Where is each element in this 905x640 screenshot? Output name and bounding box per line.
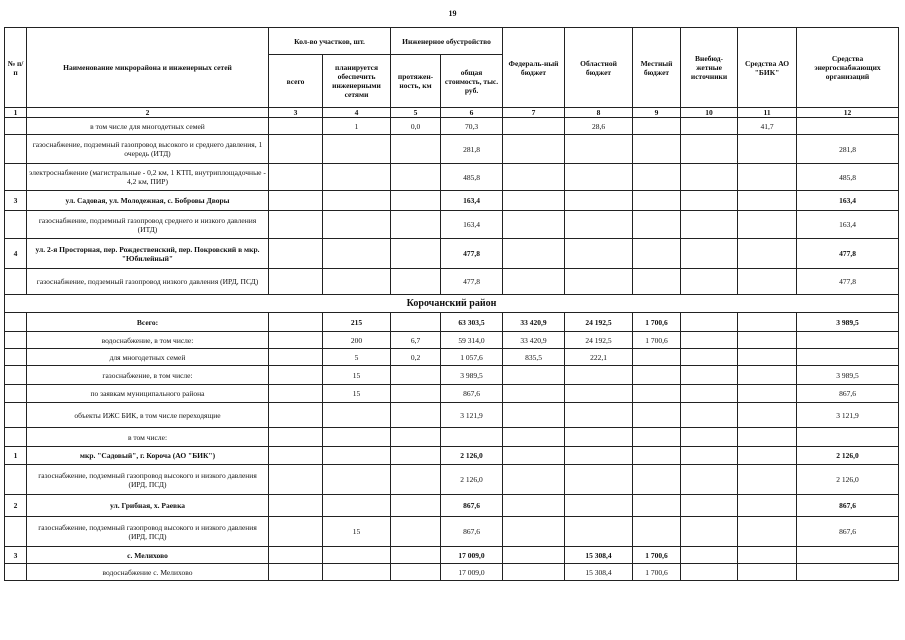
infra-cost-cell: 163,4 (441, 191, 503, 211)
infra-length-cell (391, 164, 441, 191)
infra-length-cell (391, 135, 441, 164)
infra-length-cell: 0,2 (391, 349, 441, 366)
regional-budget-cell (565, 385, 633, 403)
row-number-cell (5, 313, 27, 332)
table-body-after (5, 313, 899, 581)
plots-planned-cell: 1 (323, 118, 391, 135)
federal-budget-cell (503, 385, 565, 403)
regional-budget-cell (565, 495, 633, 517)
bik-funds-cell (738, 403, 797, 428)
bik-funds-cell (738, 191, 797, 211)
header-infra-group: Инженерное обустройство (391, 28, 503, 55)
column-number: 3 (269, 108, 323, 118)
row-name-cell: водоснабжение с. Мелихово (27, 564, 269, 581)
regional-budget-cell: 28,6 (565, 118, 633, 135)
local-budget-cell (633, 465, 681, 495)
bik-funds-cell (738, 269, 797, 295)
row-name-cell: ул. Грибная, х. Раевка (27, 495, 269, 517)
local-budget-cell (633, 366, 681, 385)
local-budget-cell (633, 428, 681, 447)
plots-total-cell (269, 135, 323, 164)
row-number-cell (5, 385, 27, 403)
plots-planned-cell (323, 164, 391, 191)
column-number: 7 (503, 108, 565, 118)
infra-cost-cell: 281,8 (441, 135, 503, 164)
federal-budget-cell (503, 366, 565, 385)
plots-planned-cell (323, 447, 391, 465)
infra-length-cell (391, 465, 441, 495)
offbudget-cell (681, 164, 738, 191)
bik-funds-cell (738, 447, 797, 465)
energy-funds-cell: 163,4 (797, 191, 899, 211)
plots-total-cell (269, 385, 323, 403)
plots-total-cell (269, 239, 323, 269)
plots-total-cell (269, 564, 323, 581)
plots-planned-cell (323, 465, 391, 495)
plots-total-cell (269, 211, 323, 239)
offbudget-cell (681, 239, 738, 269)
federal-budget-cell (503, 135, 565, 164)
infra-cost-cell (441, 428, 503, 447)
bik-funds-cell (738, 465, 797, 495)
regional-budget-cell (565, 211, 633, 239)
offbudget-cell (681, 135, 738, 164)
bik-funds-cell (738, 164, 797, 191)
local-budget-cell (633, 135, 681, 164)
bik-funds-cell (738, 366, 797, 385)
regional-budget-cell (565, 517, 633, 547)
energy-funds-cell: 867,6 (797, 495, 899, 517)
offbudget-cell (681, 313, 738, 332)
column-number: 11 (738, 108, 797, 118)
federal-budget-cell (503, 211, 565, 239)
header-local: Местный бюджет (633, 28, 681, 108)
row-name-cell: по заявкам муниципального района (27, 385, 269, 403)
infra-cost-cell: 477,8 (441, 269, 503, 295)
energy-funds-cell (797, 564, 899, 581)
federal-budget-cell (503, 118, 565, 135)
offbudget-cell (681, 564, 738, 581)
row-name-cell: газоснабжение, подземный газопровод высокого и низкого давления (ИРД, ПСД) (27, 517, 269, 547)
plots-total-cell (269, 349, 323, 366)
row-number-cell (5, 465, 27, 495)
header-name: Наименование микрорайона и инженерных сетей (27, 28, 269, 108)
offbudget-cell (681, 403, 738, 428)
federal-budget-cell (503, 191, 565, 211)
plots-planned-cell (323, 191, 391, 211)
table-row (5, 447, 899, 465)
energy-funds-cell: 867,6 (797, 385, 899, 403)
table-row (5, 428, 899, 447)
regional-budget-cell (565, 191, 633, 211)
offbudget-cell (681, 547, 738, 564)
local-budget-cell: 1 700,6 (633, 332, 681, 349)
energy-funds-cell: 281,8 (797, 135, 899, 164)
header-plots-total: всего (269, 55, 323, 108)
energy-funds-cell: 2 126,0 (797, 447, 899, 465)
plots-planned-cell (323, 269, 391, 295)
row-number-cell: 3 (5, 191, 27, 211)
infra-length-cell (391, 403, 441, 428)
column-number: 5 (391, 108, 441, 118)
regional-budget-cell (565, 366, 633, 385)
plots-total-cell (269, 118, 323, 135)
offbudget-cell (681, 495, 738, 517)
energy-funds-cell: 3 121,9 (797, 403, 899, 428)
plots-total-cell (269, 366, 323, 385)
federal-budget-cell (503, 428, 565, 447)
plots-total-cell (269, 428, 323, 447)
regional-budget-cell (565, 164, 633, 191)
row-number-cell: 2 (5, 495, 27, 517)
plots-total-cell (269, 495, 323, 517)
row-number-cell (5, 517, 27, 547)
local-budget-cell (633, 349, 681, 366)
federal-budget-cell (503, 239, 565, 269)
infra-cost-cell: 485,8 (441, 164, 503, 191)
table-row (5, 465, 899, 495)
plots-planned-cell: 5 (323, 349, 391, 366)
offbudget-cell (681, 517, 738, 547)
plots-planned-cell (323, 495, 391, 517)
federal-budget-cell (503, 269, 565, 295)
row-number-cell: 1 (5, 447, 27, 465)
energy-funds-cell: 477,8 (797, 269, 899, 295)
row-name-cell: с. Мелихово (27, 547, 269, 564)
bik-funds-cell (738, 385, 797, 403)
infra-cost-cell: 17 009,0 (441, 547, 503, 564)
plots-planned-cell (323, 403, 391, 428)
local-budget-cell: 1 700,6 (633, 564, 681, 581)
infra-cost-cell: 867,6 (441, 495, 503, 517)
local-budget-cell (633, 269, 681, 295)
table-row (5, 191, 899, 211)
table-body-before (5, 118, 899, 295)
local-budget-cell (633, 211, 681, 239)
row-number-cell (5, 349, 27, 366)
row-number-cell (5, 403, 27, 428)
local-budget-cell (633, 239, 681, 269)
row-name-cell: Всего: (27, 313, 269, 332)
plots-planned-cell (323, 239, 391, 269)
column-number: 6 (441, 108, 503, 118)
offbudget-cell (681, 428, 738, 447)
federal-budget-cell (503, 164, 565, 191)
infra-cost-cell: 70,3 (441, 118, 503, 135)
infra-length-cell (391, 239, 441, 269)
row-name-cell: газоснабжение, подземный газопровод высокого и низкого давления (ИРД, ПСД) (27, 465, 269, 495)
column-number: 1 (5, 108, 27, 118)
local-budget-cell (633, 517, 681, 547)
federal-budget-cell (503, 564, 565, 581)
plots-total-cell (269, 191, 323, 211)
row-number-cell (5, 428, 27, 447)
table-row (5, 313, 899, 332)
table-row (5, 269, 899, 295)
section-body (5, 295, 899, 313)
offbudget-cell (681, 269, 738, 295)
local-budget-cell (633, 164, 681, 191)
infra-length-cell (391, 547, 441, 564)
plots-total-cell (269, 164, 323, 191)
offbudget-cell (681, 349, 738, 366)
offbudget-cell (681, 211, 738, 239)
financing-table (4, 27, 899, 581)
local-budget-cell (633, 495, 681, 517)
infra-length-cell: 0,0 (391, 118, 441, 135)
financing-table-container (4, 27, 898, 581)
plots-planned-cell (323, 564, 391, 581)
plots-planned-cell: 15 (323, 385, 391, 403)
local-budget-cell (633, 385, 681, 403)
plots-planned-cell: 200 (323, 332, 391, 349)
infra-cost-cell: 59 314,0 (441, 332, 503, 349)
plots-total-cell (269, 465, 323, 495)
regional-budget-cell (565, 239, 633, 269)
plots-total-cell (269, 517, 323, 547)
row-number-cell (5, 164, 27, 191)
energy-funds-cell (797, 332, 899, 349)
row-name-cell: газоснабжение, подземный газопровод среднего и низкого давления (ИТД) (27, 211, 269, 239)
row-name-cell: газоснабжение, в том числе: (27, 366, 269, 385)
regional-budget-cell (565, 269, 633, 295)
federal-budget-cell (503, 447, 565, 465)
infra-cost-cell: 867,6 (441, 385, 503, 403)
offbudget-cell (681, 447, 738, 465)
column-number-row (5, 108, 899, 118)
bik-funds-cell (738, 239, 797, 269)
federal-budget-cell (503, 495, 565, 517)
offbudget-cell (681, 366, 738, 385)
infra-length-cell (391, 495, 441, 517)
energy-funds-cell (797, 547, 899, 564)
row-name-cell: ул. Садовая, ул. Молодежная, с. Бобровы Дворы (27, 191, 269, 211)
infra-length-cell (391, 447, 441, 465)
header-energy: Средства энергоснабжающих организаций (797, 28, 899, 108)
bik-funds-cell (738, 135, 797, 164)
bik-funds-cell (738, 564, 797, 581)
local-budget-cell (633, 118, 681, 135)
regional-budget-cell: 222,1 (565, 349, 633, 366)
row-number-cell (5, 269, 27, 295)
table-row (5, 385, 899, 403)
regional-budget-cell (565, 135, 633, 164)
bik-funds-cell (738, 313, 797, 332)
header-number: № п/п (5, 28, 27, 108)
column-number: 4 (323, 108, 391, 118)
regional-budget-cell: 24 192,5 (565, 332, 633, 349)
bik-funds-cell (738, 428, 797, 447)
energy-funds-cell (797, 349, 899, 366)
energy-funds-cell (797, 118, 899, 135)
row-number-cell: 4 (5, 239, 27, 269)
row-name-cell: электроснабжение (магистральные - 0,2 км, 1 КТП, внутриплощадочные - 4,2 км, ПИР) (27, 164, 269, 191)
table-row (5, 164, 899, 191)
infra-cost-cell: 1 057,6 (441, 349, 503, 366)
row-name-cell: для многодетных семей (27, 349, 269, 366)
infra-cost-cell: 2 126,0 (441, 465, 503, 495)
header-regional: Областной бюджет (565, 28, 633, 108)
page-number: 19 (448, 9, 457, 18)
row-number-cell (5, 135, 27, 164)
plots-planned-cell (323, 428, 391, 447)
local-budget-cell (633, 403, 681, 428)
federal-budget-cell: 835,5 (503, 349, 565, 366)
infra-length-cell (391, 211, 441, 239)
offbudget-cell (681, 118, 738, 135)
plots-planned-cell: 15 (323, 517, 391, 547)
local-budget-cell (633, 191, 681, 211)
energy-funds-cell (797, 428, 899, 447)
offbudget-cell (681, 465, 738, 495)
table-row (5, 349, 899, 366)
row-number-cell (5, 564, 27, 581)
infra-length-cell: 6,7 (391, 332, 441, 349)
infra-cost-cell: 3 989,5 (441, 366, 503, 385)
row-name-cell: объекты ИЖС БИК, в том числе переходящие (27, 403, 269, 428)
plots-planned-cell (323, 211, 391, 239)
plots-planned-cell: 215 (323, 313, 391, 332)
offbudget-cell (681, 191, 738, 211)
infra-cost-cell: 3 121,9 (441, 403, 503, 428)
header-bik: Средства АО "БИК" (738, 28, 797, 108)
row-name-cell: ул. 2-я Просторная, пер. Рождественский, пер. Покровский в мкр. "Юбилейный" (27, 239, 269, 269)
bik-funds-cell (738, 211, 797, 239)
bik-funds-cell (738, 495, 797, 517)
table-row (5, 495, 899, 517)
table-row (5, 403, 899, 428)
row-name-cell: газоснабжение, подземный газопровод высокого и среднего давления, 1 очередь (ИТД) (27, 135, 269, 164)
bik-funds-cell (738, 517, 797, 547)
infra-length-cell (391, 191, 441, 211)
section-title: Корочанский район (5, 295, 899, 313)
infra-cost-cell: 477,8 (441, 239, 503, 269)
infra-length-cell (391, 428, 441, 447)
header-offbudget: Внебюд-жетные источники (681, 28, 738, 108)
federal-budget-cell: 33 420,9 (503, 332, 565, 349)
regional-budget-cell (565, 447, 633, 465)
table-row (5, 517, 899, 547)
bik-funds-cell (738, 332, 797, 349)
offbudget-cell (681, 385, 738, 403)
offbudget-cell (681, 332, 738, 349)
energy-funds-cell: 3 989,5 (797, 366, 899, 385)
column-number: 9 (633, 108, 681, 118)
infra-cost-cell: 163,4 (441, 211, 503, 239)
infra-length-cell (391, 517, 441, 547)
table-row (5, 366, 899, 385)
row-name-cell: водоснабжение, в том числе: (27, 332, 269, 349)
federal-budget-cell (503, 517, 565, 547)
column-number: 10 (681, 108, 738, 118)
row-number-cell (5, 332, 27, 349)
column-number: 12 (797, 108, 899, 118)
infra-length-cell (391, 385, 441, 403)
table-row (5, 135, 899, 164)
row-number-cell: 3 (5, 547, 27, 564)
regional-budget-cell: 24 192,5 (565, 313, 633, 332)
plots-total-cell (269, 547, 323, 564)
infra-length-cell (391, 269, 441, 295)
infra-cost-cell: 2 126,0 (441, 447, 503, 465)
energy-funds-cell: 477,8 (797, 239, 899, 269)
row-number-cell (5, 118, 27, 135)
energy-funds-cell: 485,8 (797, 164, 899, 191)
energy-funds-cell: 3 989,5 (797, 313, 899, 332)
plots-planned-cell (323, 135, 391, 164)
regional-budget-cell: 15 308,4 (565, 564, 633, 581)
infra-cost-cell: 17 009,0 (441, 564, 503, 581)
infra-cost-cell: 867,6 (441, 517, 503, 547)
infra-length-cell (391, 313, 441, 332)
row-name-cell: мкр. "Садовый", г. Короча (АО "БИК") (27, 447, 269, 465)
row-name-cell: в том числе: (27, 428, 269, 447)
local-budget-cell: 1 700,6 (633, 313, 681, 332)
row-number-cell (5, 211, 27, 239)
bik-funds-cell: 41,7 (738, 118, 797, 135)
bik-funds-cell (738, 547, 797, 564)
plots-total-cell (269, 403, 323, 428)
header-federal: Федераль-ный бюджет (503, 28, 565, 108)
header-plots-group: Кол-во участков, шт. (269, 28, 391, 55)
plots-planned-cell (323, 547, 391, 564)
infra-length-cell (391, 564, 441, 581)
bik-funds-cell (738, 349, 797, 366)
regional-budget-cell (565, 465, 633, 495)
section-row (5, 295, 899, 313)
header-plots-planned: планируется обеспечить инженерными сетями (323, 55, 391, 108)
plots-total-cell (269, 332, 323, 349)
table-row (5, 547, 899, 564)
header-row-top (5, 28, 899, 55)
infra-length-cell (391, 366, 441, 385)
energy-funds-cell: 2 126,0 (797, 465, 899, 495)
table-row (5, 332, 899, 349)
header-infra-length: протяжен-ность, км (391, 55, 441, 108)
federal-budget-cell (503, 403, 565, 428)
plots-planned-cell: 15 (323, 366, 391, 385)
federal-budget-cell (503, 547, 565, 564)
regional-budget-cell (565, 428, 633, 447)
table-row (5, 564, 899, 581)
row-number-cell (5, 366, 27, 385)
energy-funds-cell: 163,4 (797, 211, 899, 239)
table-row (5, 239, 899, 269)
local-budget-cell (633, 447, 681, 465)
plots-total-cell (269, 269, 323, 295)
table-row (5, 211, 899, 239)
local-budget-cell: 1 700,6 (633, 547, 681, 564)
row-name-cell: газоснабжение, подземный газопровод низкого давления (ИРД, ПСД) (27, 269, 269, 295)
federal-budget-cell (503, 465, 565, 495)
row-name-cell: в том числе для многодетных семей (27, 118, 269, 135)
column-number: 2 (27, 108, 269, 118)
regional-budget-cell: 15 308,4 (565, 547, 633, 564)
energy-funds-cell: 867,6 (797, 517, 899, 547)
federal-budget-cell: 33 420,9 (503, 313, 565, 332)
regional-budget-cell (565, 403, 633, 428)
table-row (5, 118, 899, 135)
header-infra-cost: общая стоимость, тыс. руб. (441, 55, 503, 108)
plots-total-cell (269, 313, 323, 332)
plots-total-cell (269, 447, 323, 465)
infra-cost-cell: 63 303,5 (441, 313, 503, 332)
column-number: 8 (565, 108, 633, 118)
